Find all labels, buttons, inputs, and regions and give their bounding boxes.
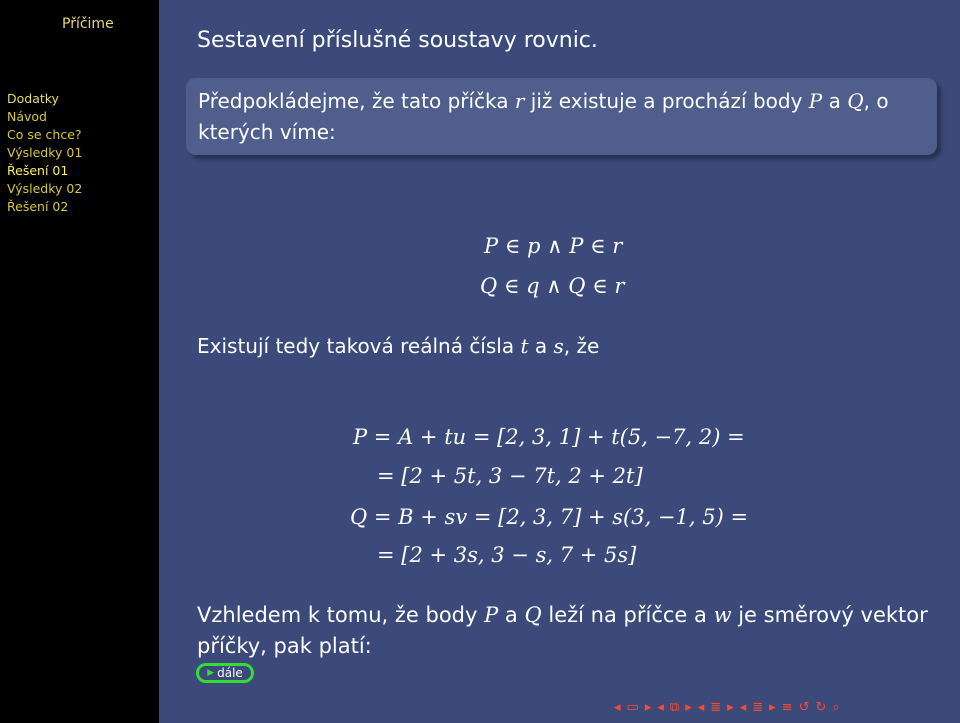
sidebar-item-co-se-chce[interactable]: Co se chce? [7,127,82,142]
paragraph-existence-part-2: a [528,334,554,358]
sidebar-item-reseni-01[interactable]: Řešení 01 [7,163,69,178]
symbol-t: t [520,334,529,358]
symbol-s: s [553,334,564,358]
paragraph-existence [197,334,599,358]
paragraph-existence-part-1: Existují tedy taková reálná čísla [197,334,521,358]
appendix-icon[interactable]: ≡ [781,700,793,715]
prev-section-icon[interactable]: ◂ [739,700,747,715]
paragraph-direction-part-2: a [498,603,525,627]
sidebar-item-reseni-02[interactable]: Řešení 02 [7,199,69,214]
next-button-label: dále [217,666,243,680]
assumption-text [198,86,928,148]
frame-title: Sestavení příslušné soustavy rovnic. [197,28,598,53]
prev-subsection-icon[interactable]: ◂ [697,700,705,715]
paragraph-existence-part-3: , že [563,334,600,358]
equation-P-param: P = A + tu = [2, 3, 1] + t(5, −7, 2) = [353,425,745,449]
next-section-icon[interactable]: ▸ [769,700,776,715]
symbol-Q-2: Q [524,603,542,627]
paragraph-direction-part-4: je směrový vektor příčky, pak platí: [197,603,928,658]
next-subsection-icon[interactable]: ▸ [727,700,734,715]
symbol-P-2: P [484,603,499,627]
block-text-part-1: Předpokládejme, že tato příčka [198,89,515,113]
next-frame-icon[interactable]: ▸ [685,700,692,715]
back-icon[interactable]: ↺ [798,700,810,715]
presentation-title[interactable]: Příčime [62,16,114,32]
symbol-w: w [713,603,732,627]
equation-P-point: = [2 + 5t, 3 − 7t, 2 + 2t] [377,464,643,488]
paragraph-direction-vector [197,600,937,662]
sidebar [0,0,159,723]
play-triangle-icon: ▶ [207,668,215,678]
next-slide-icon[interactable]: ▸ [644,700,652,715]
section-icon[interactable]: ≣ [752,700,764,715]
paragraph-direction-part-3: leží na příčce a [541,603,714,627]
sidebar-item-vysledky-02[interactable]: Výsledky 02 [7,181,83,196]
search-icon[interactable]: ⌕ [832,700,840,715]
next-button[interactable] [196,663,254,683]
beamer-navigation-bar [614,700,840,715]
frame-icon[interactable]: ⧉ [669,700,680,715]
equation-Q-param: Q = B + sv = [2, 3, 7] + s(3, −1, 5) = [350,505,749,529]
assumption-block [186,78,937,155]
sidebar-item-vysledky-01[interactable]: Výsledky 01 [7,145,83,160]
slide-icon[interactable]: ▭ [626,700,639,715]
block-text-part-2: již existuje a prochází body [524,89,809,113]
equation-Q-membership: Q ∈ q ∧ Q ∈ r [480,274,625,298]
symbol-r: r [514,89,525,113]
equation-P-membership: P ∈ p ∧ P ∈ r [484,234,623,258]
sidebar-section-dodatky[interactable]: Dodatky [7,91,59,106]
block-text-part-4: , o kterých víme: [198,89,889,144]
forward-icon[interactable]: ↻ [815,700,827,715]
sidebar-item-navod[interactable]: Návod [7,109,47,124]
sidebar-nav [7,90,82,216]
symbol-Q: Q [847,89,864,113]
equation-Q-point: = [2 + 3s, 3 − s, 7 + 5s] [377,543,637,567]
subsection-icon[interactable]: ≣ [710,700,722,715]
block-text-part-3: a [822,89,848,113]
slide-content [159,0,960,723]
prev-slide-icon[interactable]: ◂ [614,700,621,715]
paragraph-direction-part-1: Vzhledem k tomu, že body [197,603,485,627]
symbol-P: P [808,89,823,113]
prev-frame-icon[interactable]: ◂ [657,700,664,715]
